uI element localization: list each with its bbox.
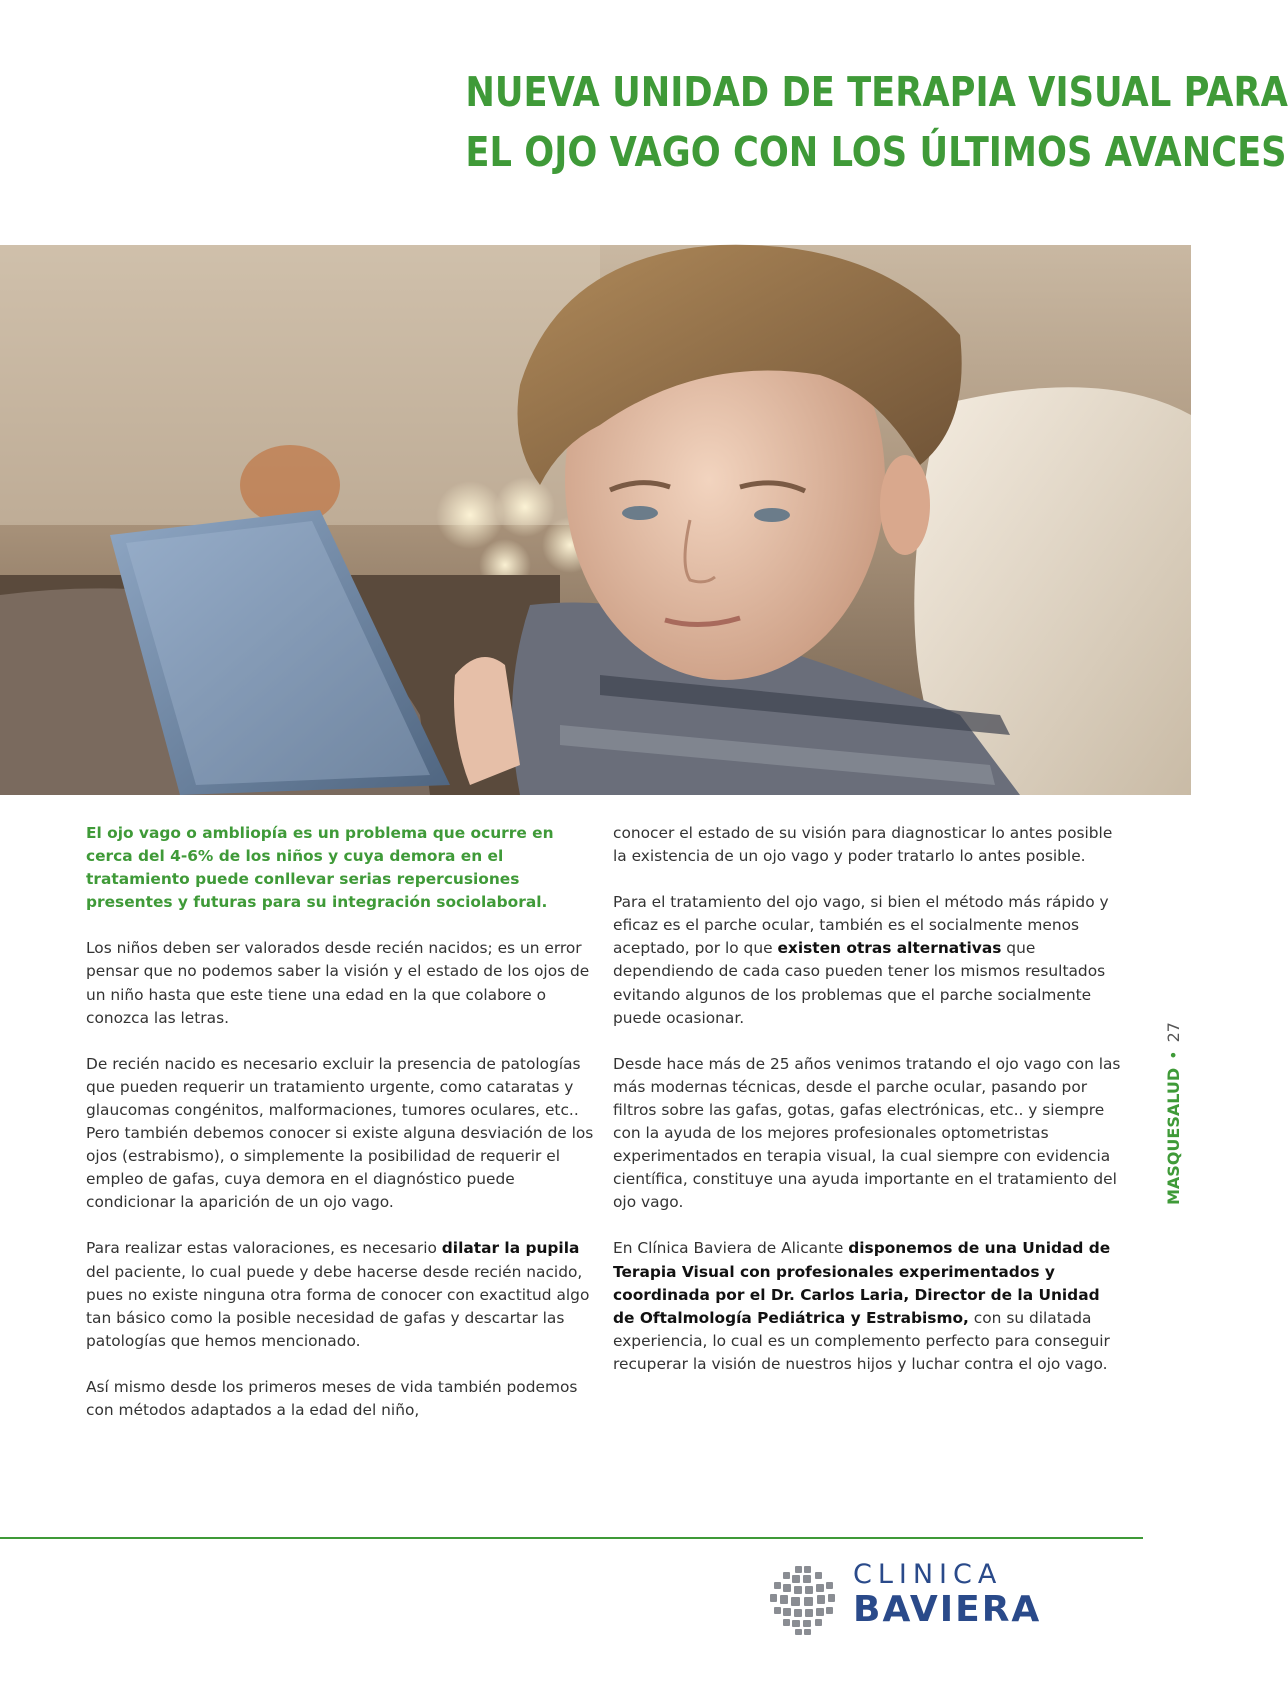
article-title <box>465 62 1288 182</box>
text-run: que dependiendo de cada caso pueden tener los mismos resultados evitando algunos de los problemas que el parche socialmente puede ocasionar. <box>613 939 1106 1027</box>
magazine-name: MASQUESALUD <box>1164 1067 1183 1205</box>
paragraph <box>613 891 1121 1030</box>
bold-text: disponemos de una Unidad de Terapia Visual con profesionales experimentados y coordinada por el Dr. Carlos Laria, Director de la Unidad de Oftalmología Pediátrica y Estrabismo, <box>613 1239 1111 1327</box>
paragraph: Así mismo desde los primeros meses de vida también podemos con métodos adaptados a la edad del niño, <box>86 1377 578 1419</box>
text-run: del paciente, lo cual puede y debe hacerse desde recién nacido, pues no existe ninguna otra forma de conocer con exactitud algo tan básico como la posible necesidad de gafas y descartar las patologías que hemos mencionado. <box>86 1262 590 1350</box>
paragraph: conocer el estado de su visión para diagnosticar lo antes posible la existencia de un ojo vago y poder tratarlo lo antes posible. <box>613 824 1113 866</box>
article-title-line-1: NUEVA UNIDAD DE TERAPIA VISUAL PARA <box>465 68 1288 116</box>
logo-word-baviera: BAVIERA <box>853 1589 1042 1630</box>
separator-dot: • <box>1164 1050 1183 1060</box>
paragraph <box>613 1237 1121 1376</box>
logo-wordmark <box>853 1560 1041 1630</box>
paragraph: Desde hace más de 25 años venimos tratando el ojo vago con las más modernas técnicas, desde el parche ocular, pasando por filtros sobre las gafas, gotas, gafas electrónicas, etc.. y siempre con la ayuda de los mejores profesionales optometristas experimentados en terapia visual, la cual siempre con evidencia científica, constituye una ayuda importante en el tratamiento del ojo vago. <box>613 1054 1121 1212</box>
paragraph: Los niños deben ser valorados desde recién nacidos; es un error pensar que no podemos saber la visión y el estado de los ojos de un niño hasta que este tiene una edad en la que colabore o conozca las letras. <box>86 939 590 1027</box>
logo-word-clinica: CLINICA <box>853 1559 1003 1590</box>
bold-text: dilatar la pupila <box>441 1239 580 1258</box>
hero-photo <box>0 245 1191 795</box>
logo-globe-icon <box>765 1562 841 1638</box>
left-column <box>86 822 594 1445</box>
clinica-baviera-logo <box>765 1560 1105 1640</box>
footer-divider <box>0 1537 1143 1539</box>
lead-paragraph: El ojo vago o ambliopía es un problema que ocurre en cerca del 4-6% de los niños y cuya demora en el tratamiento puede conllevar serias repercusiones presentes y futuras para su integración sociolaboral. <box>86 824 554 912</box>
right-column <box>613 822 1121 1399</box>
child-with-tablet-illustration <box>0 245 1191 795</box>
text-run: En Clínica Baviera de Alicante <box>613 1239 849 1258</box>
article-title-line-2: EL OJO VAGO CON LOS ÚLTIMOS AVANCES <box>465 128 1287 176</box>
side-folio <box>1164 965 1183 1205</box>
page-number: 27 <box>1164 1022 1183 1043</box>
text-run: Para el tratamiento del ojo vago, si bien el método más rápido y eficaz es el parche ocular, también es el socialmente menos aceptado, por lo que <box>613 893 1109 958</box>
text-run: Para realizar estas valoraciones, es necesario <box>86 1239 442 1258</box>
paragraph: De recién nacido es necesario excluir la presencia de patologías que pueden requerir un tratamiento urgente, como cataratas y glaucomas congénitos, malformaciones, tumores oculares, etc.. Pero también debemos conocer si existe alguna desviación de los ojos (estrabismo), o simplemente la posibilidad de requerir el empleo de gafas, cuya demora en el diagnóstico puede condicionar la aparición de un ojo vago. <box>86 1054 594 1212</box>
paragraph <box>86 1237 594 1352</box>
text-run: con su dilatada experiencia, lo cual es un complemento perfecto para conseguir recuperar la visión de nuestros hijos y luchar contra el ojo vago. <box>613 1308 1110 1373</box>
bold-text: existen otras alternativas <box>777 939 1002 958</box>
